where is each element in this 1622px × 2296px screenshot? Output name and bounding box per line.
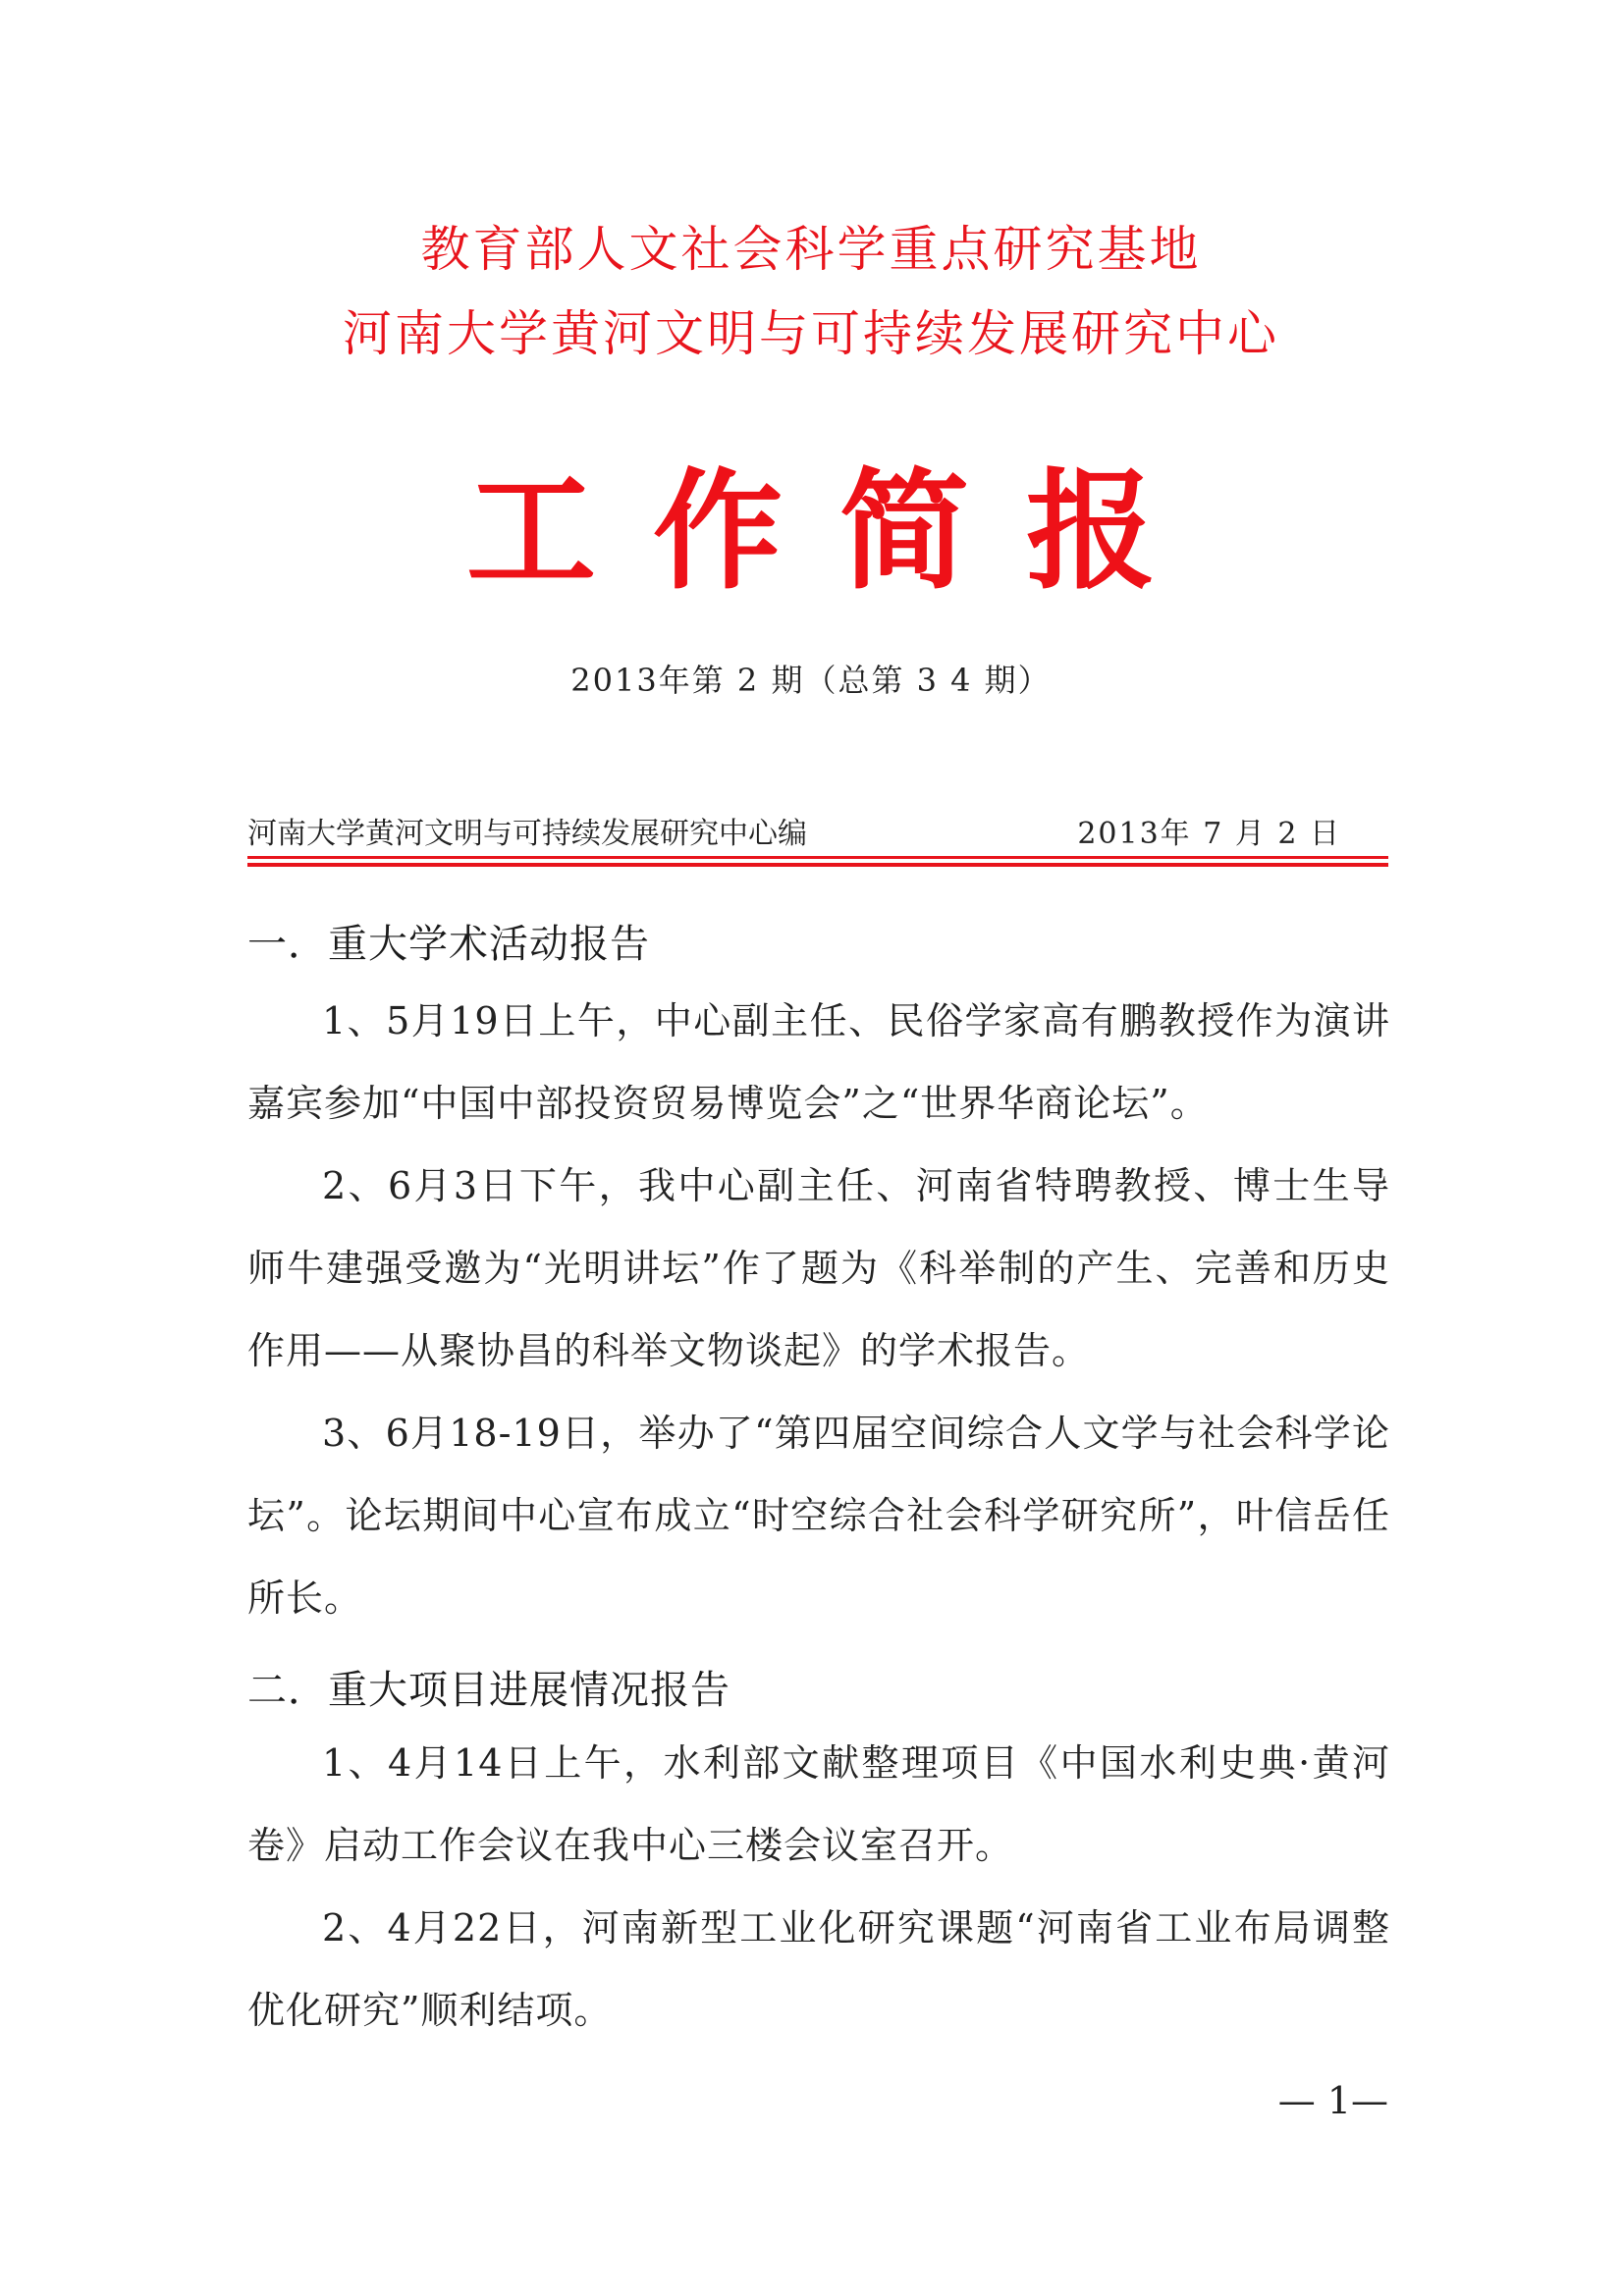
paragraph-academic-3: 3、6月18-19日，举办了“第四届空间综合人文学与社会科学论坛”。论坛期间中心宣布成立“时空综合社会科学研究所”，叶信岳任所长。 — [247, 1412, 1390, 1620]
bulletin-title: 工作简报 — [466, 456, 1213, 608]
editor-credit: 河南大学黄河文明与可持续发展研究中心编 — [247, 817, 807, 851]
paragraph-academic-2: 2、6月3日下午，我中心副主任、河南省特聘教授、博士生导师牛建强受邀为“光明讲坛”作了题为《科举制的产生、完善和历史作用——从聚协昌的科举文物谈起》的学术报告。 — [247, 1164, 1390, 1372]
page-number: — 1— — [1277, 2079, 1388, 2122]
section-title-projects: 二．重大项目进展情况报告 — [247, 1668, 730, 1713]
red-divider-thin — [247, 856, 1388, 859]
institution-line1: 教育部人文社会科学重点研究基地 — [420, 221, 1202, 278]
red-divider-thick — [247, 863, 1388, 867]
issue-number: 2013年第 2 期（总第 3 4 期） — [570, 662, 1052, 699]
section-title-academic: 一．重大学术活动报告 — [247, 922, 650, 967]
paragraph-project-2: 2、4月22日，河南新型工业化研究课题“河南省工业布局调整优化研究”顺利结项。 — [247, 1906, 1390, 2032]
paragraph-academic-1: 1、5月19日上午，中心副主任、民俗学家高有鹏教授作为演讲嘉宾参加“中国中部投资贸易博览会”之“世界华商论坛”。 — [247, 999, 1390, 1125]
paragraph-project-1: 1、4月14日上午，水利部文献整理项目《中国水利史典·黄河卷》启动工作会议在我中心三楼会议室召开。 — [247, 1741, 1390, 1867]
institution-line2: 河南大学黄河文明与可持续发展研究中心 — [343, 305, 1279, 362]
publish-date: 2013年 7 月 2 日 — [1077, 817, 1341, 851]
